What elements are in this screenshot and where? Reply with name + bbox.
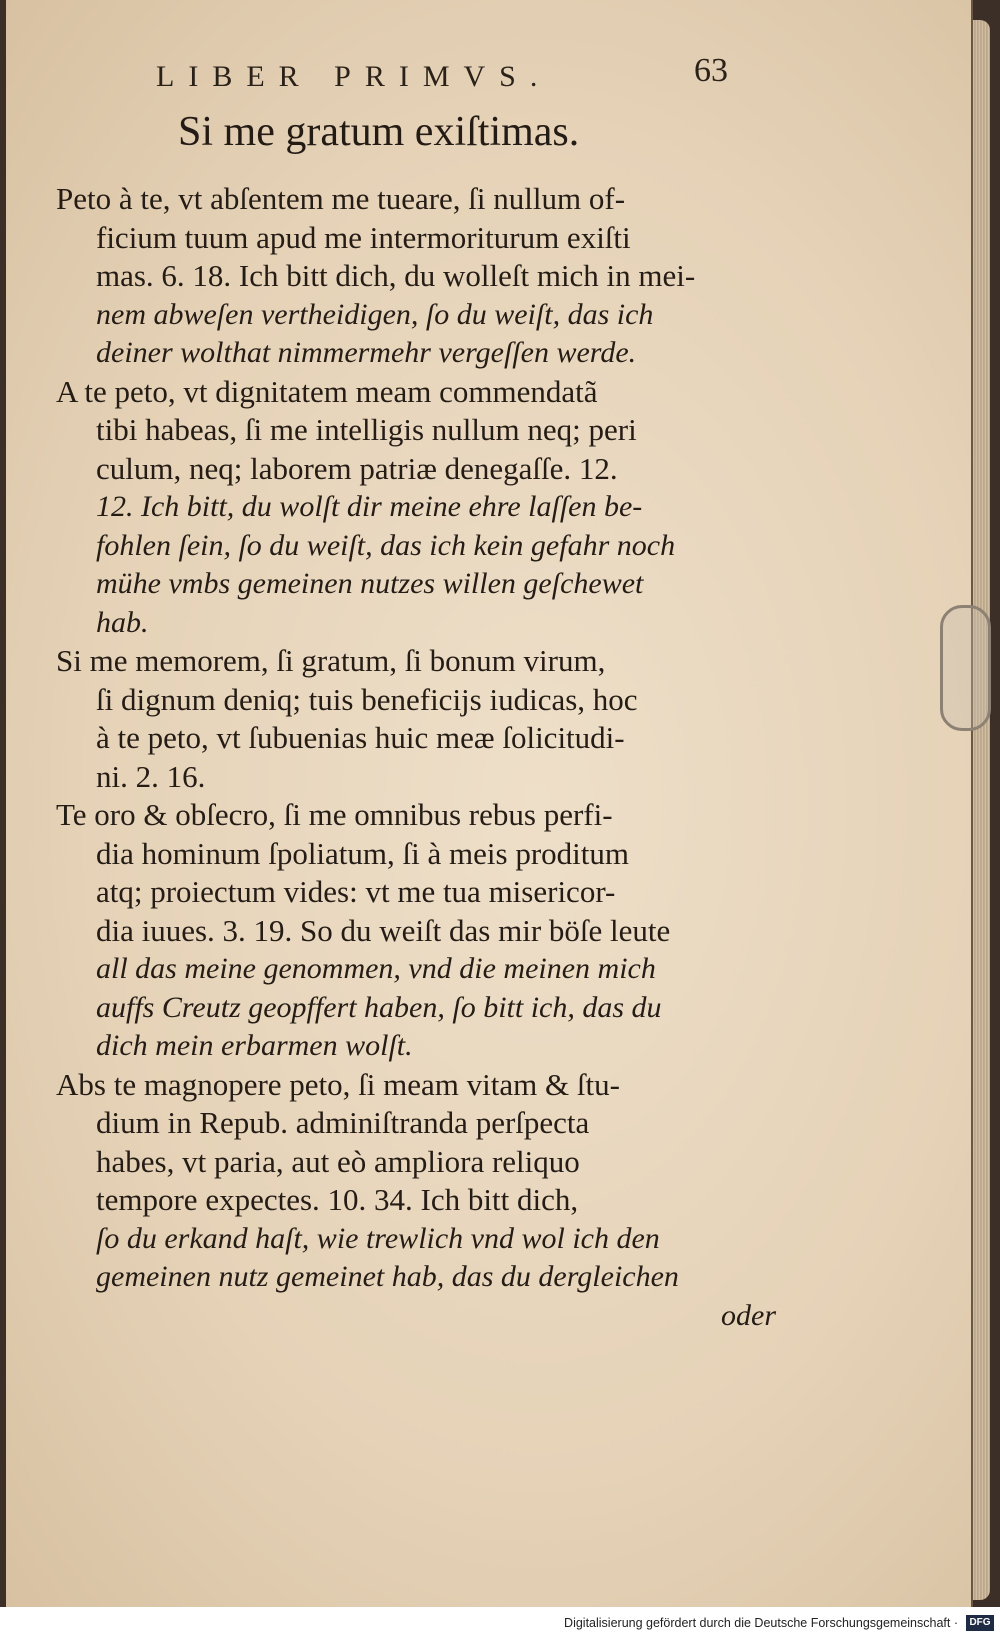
text-line: culum, neq; laborem patriæ denegaſſe. 12. [96,450,618,486]
digitization-footer [0,1607,1000,1641]
text-line: Si me memorem, ſi gratum, ſi bonum virum, [56,643,606,678]
text-line: gemeinen nutz gemeinet hab, das du dergleichen [96,1260,679,1293]
paragraph [56,642,776,796]
paragraph [56,180,776,373]
text-line: tibi habeas, ſi me intelligis nullum neq; peri [96,412,637,447]
text-line: à te peto, vt ſubuenias huic meæ ſolicitudi- [96,720,625,755]
text-line: hab. [96,605,149,639]
text-line: Abs te magnopere peto, ſi meam vitam & ſtu- [56,1066,620,1102]
page-number: 63 [694,52,728,89]
text-line: Te oro & obſecro, ſi me omnibus rebus perfi- [56,797,613,832]
catchword: oder [721,1298,776,1332]
running-head: LIBER PRIMVS. [156,60,552,93]
text-line: nem abweſen vertheidigen, ſo du weiſt, das ich [96,297,654,331]
text-line: atq; proiectum vides: vt me tua misericor- [96,874,616,909]
text-line: mas. 6. 18. Ich bitt dich, du wolleſt mich in mei- [96,258,696,293]
text-line: dia iuues. 3. 19. So du weiſt das mir böſe leute [96,912,671,948]
text-line: ſi dignum deniq; tuis beneficijs iudicas, hoc [96,681,638,717]
text-line: ni. 2. 16. [96,758,206,794]
text-line: tempore expectes. 10. 34. Ich bitt dich, [96,1182,579,1217]
paragraph [56,373,776,643]
text-line: ficium tuum apud me intermoriturum exiſti [96,219,631,255]
text-line: fohlen ſein, ſo du weiſt, das ich kein gefahr noch [96,528,676,562]
text-line: dia hominum ſpoliatum, ſi à meis proditum [96,835,629,871]
text-line: dium in Repub. adminiſtranda perſpecta [96,1105,590,1140]
funding-credit: Digitalisierung gefördert durch die Deutsche Forschungsgemeinschaft · [564,1616,958,1630]
text-line: deiner wolthat nimmermehr vergeſſen werde. [96,336,637,369]
text-line: dich mein erbarmen wolſt. [96,1029,413,1062]
text-line: 12. Ich bitt, du wolſt dir meine ehre laſſen be- [96,490,643,523]
text-line: ſo du erkand haſt, wie trewlich vnd wol ich den [96,1221,660,1255]
text-line: Peto à te, vt abſentem me tueare, ſi nullum of- [56,181,626,216]
text-line: habes, vt paria, aut eò ampliora reliquo [96,1143,580,1179]
text-body [56,180,776,1335]
paragraph [56,1066,776,1297]
section-heading: Si me gratum exiſtimas. [178,109,580,155]
page-clip [940,605,991,731]
text-line: auffs Creutz geopffert haben, ſo bitt ich, das du [96,990,662,1024]
book-page [6,0,973,1607]
dfg-logo: DFG [966,1615,994,1631]
text-line: all das meine genommen, vnd die meinen mich [96,952,656,985]
text-line: A te peto, vt dignitatem meam commendatã [56,373,598,409]
text-line: mühe vmbs gemeinen nutzes willen geſchewet [96,567,644,600]
paragraph [56,796,776,1066]
